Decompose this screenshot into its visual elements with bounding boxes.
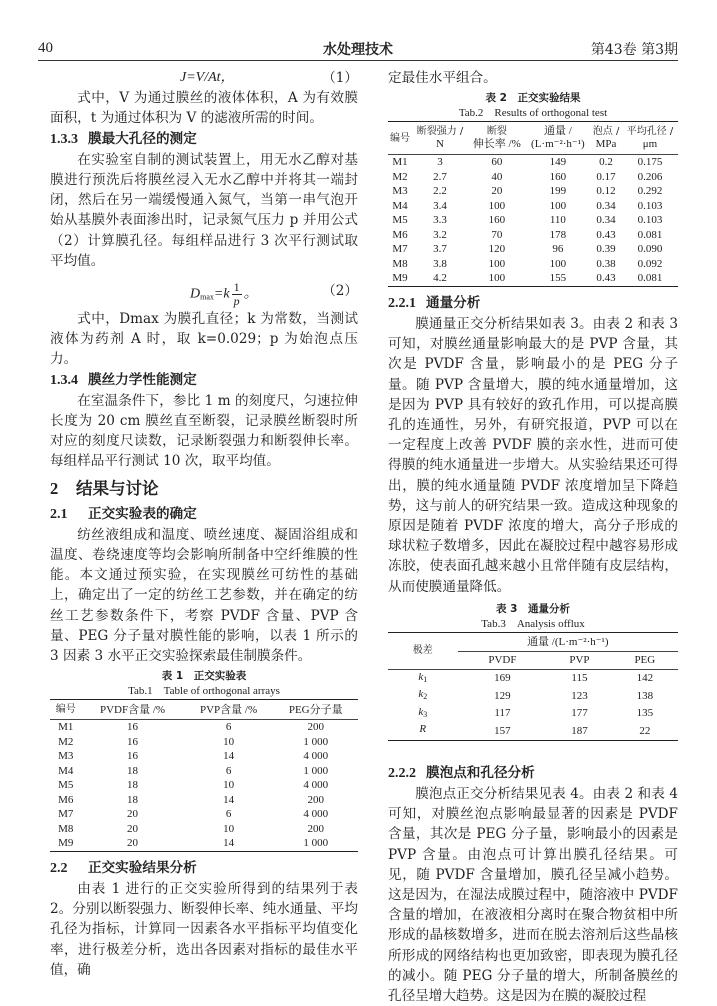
table-cell: 0.39: [596, 243, 616, 256]
table-cell: 117: [494, 707, 511, 720]
row-label-text: k: [418, 688, 424, 701]
table-cell: 0.292: [637, 185, 663, 198]
table-cell: 10: [223, 822, 235, 835]
table-cell: M6: [58, 793, 74, 806]
table-cell: 199: [549, 185, 567, 198]
table-cell: 0.090: [637, 243, 663, 256]
table-cell: 1 000: [303, 837, 329, 850]
table-header: 极差: [388, 632, 458, 669]
eq-lhs-sub: max: [200, 292, 214, 302]
table-cell: 4 000: [303, 750, 329, 763]
row-label-text: R: [419, 723, 427, 736]
row-label-text: k: [418, 670, 424, 683]
table-cell: M1: [392, 156, 408, 169]
table-header: [526, 122, 590, 155]
paragraph: 式中，Dmax 为膜孔直径；k 为常数，当测试液体为药剂 A 时，取 k=0.029；p 为始泡点压力。: [50, 311, 358, 368]
equation-2-formula: [190, 281, 258, 308]
table-row: [388, 722, 678, 740]
table-row: [388, 257, 678, 272]
table-1: [50, 699, 358, 852]
table-row: [388, 271, 678, 286]
table-cell: 0.17: [596, 170, 616, 183]
table-3: [388, 632, 678, 741]
section-number: 1.3.3: [50, 131, 78, 147]
table-cell: 138: [636, 689, 654, 702]
section-heading-2-2-1: [388, 293, 678, 314]
table-cell: 3.4: [433, 199, 447, 212]
table-cell: M3: [58, 750, 74, 763]
paragraph: 在室温条件下，参比 1 m 的刻度尺，匀速拉伸长度为 20 cm 膜丝直至断裂，记录膜丝断裂时所对应的刻度尺读数，记录断裂强力和断裂伸长率。每组样品平行测试 10 次，取平均值。: [50, 392, 358, 470]
table-row: [388, 687, 678, 705]
row-label: [388, 722, 458, 740]
table-cell: 100: [549, 257, 567, 270]
table-header: [412, 122, 468, 155]
table-cell: 3.7: [433, 243, 447, 256]
table-cell: 2.2: [433, 185, 447, 198]
paragraph: 式中，V 为通过膜丝的液体体积，A 为有效膜面积，t 为通过体积为 V 的滤液所需的时间。: [50, 90, 358, 127]
table-cell: 3.8: [433, 257, 447, 270]
table-cell: 0.081: [637, 272, 663, 285]
table-row: [388, 213, 678, 228]
equation-1-formula: J=V/At，: [180, 70, 235, 85]
table-cell: 3.2: [433, 228, 447, 241]
table-cell: M6: [392, 228, 408, 241]
table-header: [622, 122, 678, 155]
section-number: 1.3.4: [50, 372, 78, 388]
table-cell: 14: [223, 837, 235, 850]
table-cell: 60: [491, 156, 503, 169]
row-label-sub: 1: [423, 674, 428, 684]
equation-2: [50, 275, 358, 309]
fraction: [232, 281, 242, 308]
section-title: 膜丝力学性能测定: [88, 371, 197, 388]
table-cell: 16: [127, 735, 139, 748]
table-cell: M5: [58, 779, 74, 792]
section-number: 2.1: [50, 506, 68, 522]
table-header: 编号: [55, 703, 76, 715]
table-cell: 149: [549, 156, 567, 169]
paragraph: 在实验室自制的测试装置上，用无水乙醇对基膜进行预洗后将膜丝浸入无水乙醇中并将其一端封闭，然后在另一端缓慢通入氮气，当第一串气泡开始从基膜外表面渗出时，记录氮气压力 p 并用公式（2）计算膜孔径。每组样品进行 3 次平行测试取平均值。: [50, 151, 358, 269]
table-cell: 110: [549, 214, 566, 227]
table-row: [50, 836, 358, 851]
header-line: μm: [642, 138, 658, 151]
table-2: [388, 121, 678, 287]
section-title: 结果与讨论: [76, 478, 159, 498]
table-cell: 100: [549, 199, 567, 212]
table-cell: 16: [127, 750, 139, 763]
table-row: [50, 778, 358, 793]
table-row: [388, 199, 678, 214]
table-row: [50, 749, 358, 764]
table-1-caption-en: Tab.1 Table of orthogonal arrays: [128, 685, 280, 698]
table-cell: 18: [127, 779, 139, 792]
equation-1: [50, 68, 358, 88]
table-row: [388, 170, 678, 185]
header-line: N: [436, 138, 444, 151]
table-cell: 70: [491, 228, 503, 241]
table-cell: 160: [549, 170, 567, 183]
table-cell: 115: [571, 672, 588, 685]
table-header: PVP: [569, 654, 590, 666]
section-title: 正交实验结果分析: [88, 859, 197, 876]
header-line: 断裂: [486, 126, 507, 138]
table-cell: 0.103: [637, 214, 663, 227]
row-label-text: k: [418, 705, 424, 718]
table-cell: 18: [127, 793, 139, 806]
section-heading-2-1: [50, 504, 358, 525]
header-line: 编号: [390, 132, 411, 144]
paragraph: 定最佳水平组合。: [388, 70, 497, 86]
equation-2-number: （2）: [322, 283, 358, 300]
table-cell: 4 000: [303, 808, 329, 821]
section-heading-1-3-3: [50, 129, 358, 150]
table-cell: 120: [488, 243, 506, 256]
fraction-numerator: 1: [233, 280, 240, 295]
table-cell: 3.3: [433, 214, 447, 227]
table-row: [50, 807, 358, 822]
page-number: 40: [38, 40, 53, 56]
table-cell: 0.38: [596, 257, 616, 270]
table-cell: 3: [437, 156, 443, 169]
table-row: [388, 669, 678, 687]
table-cell: 20: [127, 837, 139, 850]
table-cell: 2.7: [433, 170, 447, 183]
section-heading-2-2-2: [388, 763, 678, 784]
table-header: PEG: [634, 654, 656, 666]
page-header: [38, 38, 678, 61]
table-header: PVP含量 /%: [200, 703, 258, 716]
table-cell: M1: [58, 721, 74, 734]
table-cell: 96: [552, 243, 564, 256]
table-cell: 0.081: [637, 228, 663, 241]
table-group-header: 通量 /(L·m⁻²·h⁻¹): [458, 632, 678, 651]
table-cell: M9: [392, 272, 408, 285]
fraction-denominator: p: [233, 294, 240, 309]
section-title: 膜最大孔径的测定: [88, 130, 197, 147]
table-cell: 0.43: [596, 272, 616, 285]
table-3-caption-cn: 表 3 通量分析: [496, 602, 570, 615]
table-cell: 22: [639, 724, 651, 737]
table-1-caption-cn: 表 1 正交实验表: [161, 670, 247, 683]
table-cell: 100: [488, 199, 506, 212]
header-line: 泡点 /: [592, 126, 620, 138]
header-line: 通量 /: [543, 125, 572, 138]
table-cell: M9: [58, 837, 74, 850]
table-cell: 14: [223, 793, 235, 806]
table-header: [468, 122, 526, 155]
table-cell: 1 000: [303, 764, 329, 777]
paragraph: 由表 1 进行的正交实验所得到的结果列于表 2。分别以断裂强力、断裂伸长率、纯水通量、平均孔径为指标，计算同一因素各水平指标平均值变化率，进行极差分析，选出各因素对指标的最佳水平值，确: [50, 880, 358, 978]
table-header: PVDF: [488, 654, 517, 666]
table-row: [50, 793, 358, 808]
table-cell: 100: [488, 257, 506, 270]
table-row: [388, 184, 678, 199]
row-label: [388, 705, 458, 723]
section-title: 正交实验表的确定: [88, 505, 197, 522]
table-cell: M5: [392, 214, 408, 227]
table-cell: M7: [392, 243, 408, 256]
header-line: 伸长率 /%: [472, 138, 521, 151]
table-cell: M3: [392, 185, 408, 198]
table-cell: 129: [494, 689, 511, 702]
header-line: 平均孔径 /: [626, 126, 674, 138]
table-cell: 0.175: [637, 156, 663, 169]
eq-lhs: D: [190, 286, 201, 302]
section-title: 膜泡点和孔径分析: [426, 764, 535, 781]
table-cell: 100: [488, 272, 506, 285]
paragraph: 膜泡点正交分析结果见表 4。由表 2 和表 4 可知，对膜丝泡点影响最显著的因素是 PVDF 含量，其次是 PEG 分子量，影响最小的因素是 PVP 含量。由泡点可计算出膜孔径结果。可见，随 PVDF 含量增加，膜孔径呈减小趋势。这是因为，在湿法成膜过程中，随溶液中 PVDF 含量的增加，在液液相分离时在聚合物贫相中所形成的晶核数增多，进而在脱去溶剂后这些晶核所形成的网络结构也更加致密，即表现为膜孔径的减小。随 PEG 分子量的增大，所制备膜丝的孔径呈增大趋势。这是因为在膜的凝胶过程: [388, 785, 678, 1004]
left-column: [50, 68, 358, 980]
table-cell: 4.2: [433, 272, 447, 285]
table-row: [388, 705, 678, 723]
header-line: (L·m⁻²·h⁻¹): [531, 138, 585, 151]
table-cell: 1 000: [303, 735, 329, 748]
table-cell: 0.43: [596, 228, 616, 241]
table-cell: 0.34: [596, 214, 616, 227]
table-cell: M2: [392, 170, 408, 183]
paragraph: 膜通量正交分析结果如表 3。由表 2 和表 3 可知，对膜丝通量影响最大的是 PVP 含量，其次是 PVDF 含量，影响最小的是 PEG 分子量。随 PVP 含量增大，膜的纯水通量增加，这是因为 PVP 具有较好的致孔作用，可以提高膜孔的连通性，另外，有研究报道，PVP 可以在一定程度上改善 PVDF 膜的亲水性，进而可使得膜的纯水通量进一步增大。从实验结果还可得出，膜的纯水通量随 PVDF 浓度增加呈下降趋势，这与前人的研究结果一致。造成这种现象的原因是随着 PVDF 浓度的增大，高分子形成的球状粒子数增多，因此在凝胶过程中越容易形成冻胶，使表面孔越来越小且常伴随有皮层结构，从而使膜通量降低。: [388, 315, 678, 595]
table-cell: 0.34: [596, 199, 616, 212]
table-cell: 0.2: [599, 156, 613, 169]
table-cell: 40: [491, 170, 503, 183]
header-line: 断裂强力 /: [416, 126, 464, 138]
table-header: [388, 122, 412, 155]
table-cell: 10: [223, 779, 235, 792]
section-heading-2: [50, 478, 358, 500]
table-cell: M8: [58, 822, 74, 835]
table-cell: 169: [494, 672, 511, 685]
table-cell: 155: [549, 272, 567, 285]
section-heading-1-3-4: [50, 370, 358, 391]
table-cell: 135: [636, 707, 654, 720]
table-cell: 123: [571, 689, 588, 702]
table-cell: 20: [127, 808, 139, 821]
table-cell: 0.206: [637, 170, 663, 183]
table-cell: 187: [571, 724, 588, 737]
journal-title: 水处理技术: [323, 42, 393, 58]
equation-1-number: （1）: [322, 70, 358, 86]
right-column: [388, 68, 678, 1006]
table-cell: 20: [127, 822, 139, 835]
table-cell: 200: [307, 721, 324, 734]
row-label-sub: 2: [423, 692, 428, 702]
table-row: [388, 155, 678, 170]
table-cell: M2: [58, 735, 74, 748]
table-cell: 160: [488, 214, 506, 227]
row-label: [388, 669, 458, 687]
table-cell: 157: [494, 724, 511, 737]
eq-mid: =k: [213, 286, 230, 302]
table-row: [50, 720, 358, 735]
table-header: PEG分子量: [288, 703, 343, 716]
table-cell: 177: [571, 707, 588, 720]
section-number: 2.2.1: [388, 295, 416, 311]
table-cell: 142: [636, 672, 654, 685]
table-cell: 0.092: [637, 257, 663, 270]
table-cell: 178: [549, 228, 567, 241]
table-cell: 200: [307, 822, 324, 835]
section-number: 2: [50, 478, 59, 498]
table-cell: 4 000: [303, 779, 329, 792]
table-cell: 16: [127, 721, 139, 734]
table-header: [590, 122, 622, 155]
table-cell: M7: [58, 808, 74, 821]
table-cell: 18: [127, 764, 139, 777]
table-cell: 14: [223, 750, 235, 763]
table-row: [50, 735, 358, 750]
table-cell: 6: [225, 764, 232, 777]
row-label-sub: 3: [423, 709, 428, 719]
table-2-caption-cn: 表 2 正交实验结果: [485, 92, 581, 105]
table-cell: M8: [392, 257, 408, 270]
table-row: [388, 228, 678, 243]
table-row: [50, 822, 358, 837]
table-cell: 0.12: [596, 185, 616, 198]
issue-label: 第43卷 第3期: [590, 42, 678, 58]
table-cell: M4: [58, 764, 74, 777]
section-number: 2.2.2: [388, 765, 416, 781]
table-cell: 10: [223, 735, 235, 748]
table-2-caption-en: Tab.2 Results of orthogonal test: [458, 107, 608, 120]
paragraph: 纺丝液组成和温度、喷丝速度、凝固浴组成和温度、卷绕速度等均会影响所制备中空纤维膜的性能。本文通过预实验，在实现膜丝可纺性的基础上，确定出了一定的纺丝工艺参数，并在确定的纺丝工艺参数条件下，考察 PVDF 含量、PVP 含量、PEG 分子量对膜性能的影响，以表 1 所示的 3 因素 3 水平正交实验探索最佳制膜条件。: [50, 526, 358, 665]
table-3-caption-en: Tab.3 Analysis offlux: [481, 617, 585, 630]
header-line: MPa: [595, 138, 617, 151]
section-heading-2-2: [50, 858, 358, 879]
table-cell: 20: [491, 185, 503, 198]
table-cell: 0.103: [637, 199, 663, 212]
table-header: PVDF含量 /%: [100, 703, 166, 716]
table-cell: 6: [225, 721, 232, 734]
eq-tail: 。: [243, 286, 258, 302]
table-row: [50, 764, 358, 779]
table-cell: 6: [225, 808, 232, 821]
section-number: 2.2: [50, 860, 68, 876]
row-label: [388, 687, 458, 705]
section-title: 通量分析: [426, 294, 481, 311]
table-cell: M4: [392, 199, 408, 212]
table-cell: 200: [307, 793, 324, 806]
table-row: [388, 242, 678, 257]
